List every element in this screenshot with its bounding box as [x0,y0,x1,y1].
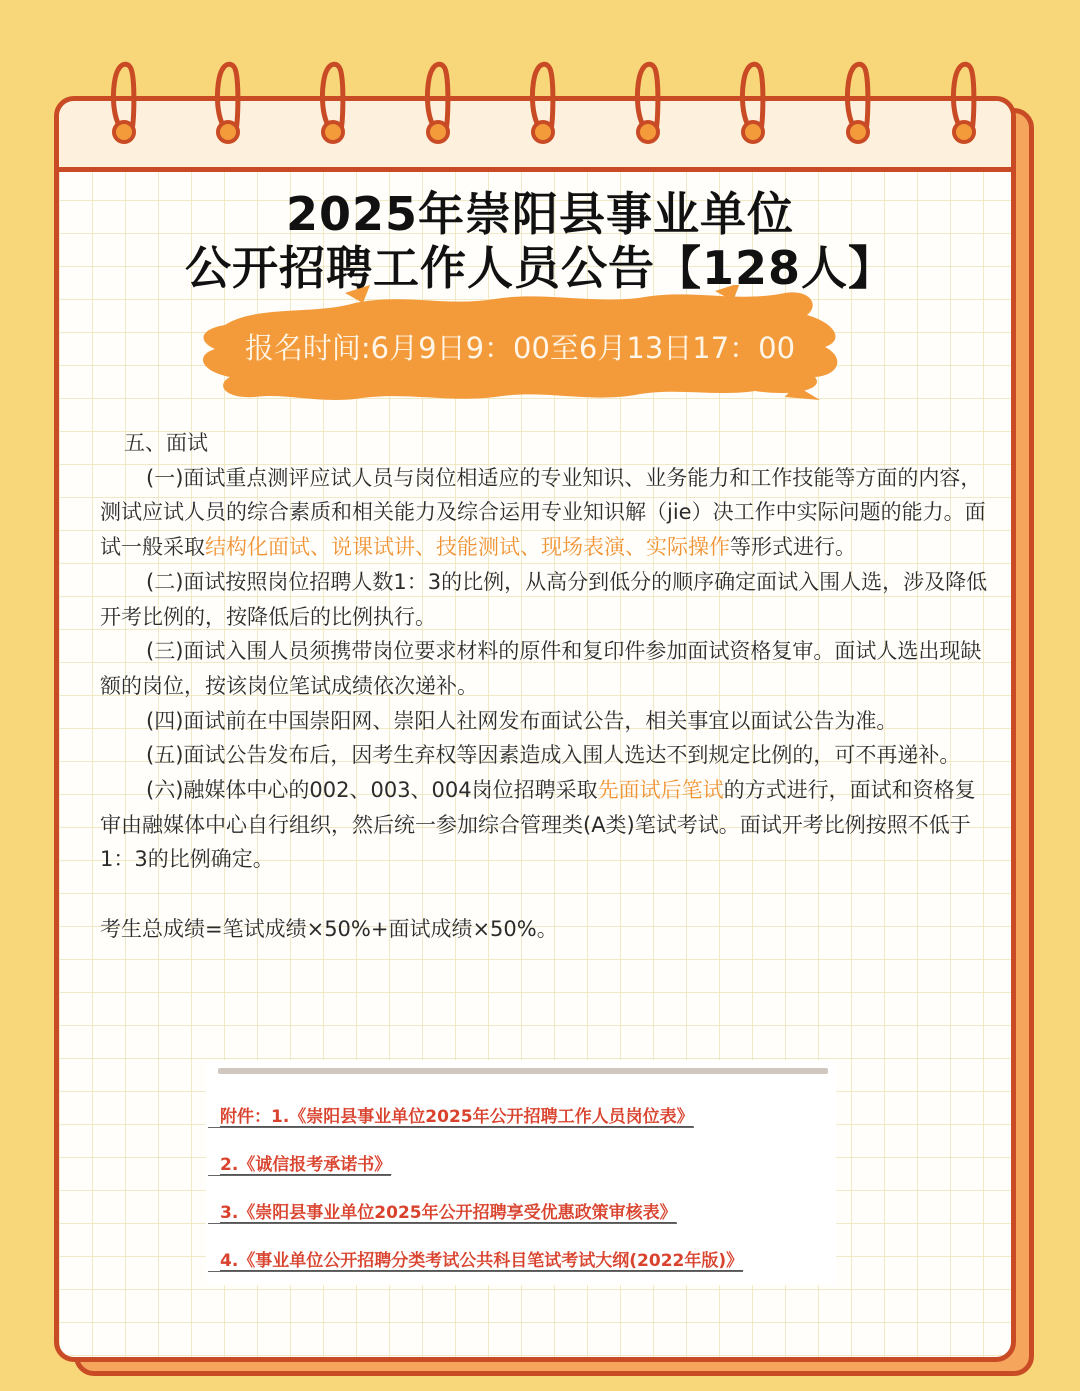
total-score-formula: 考生总成绩=笔试成绩×50%+面试成绩×50%。 [100,916,558,941]
attachment-link-1[interactable]: 附件：1.《崇阳县事业单位2025年公开招聘工作人员岗位表》 [208,1102,694,1128]
page-title-line1: 2025年崇阳县事业单位 [285,187,795,241]
spiral-ring-icon [418,60,458,160]
attachment-link-4[interactable]: 4.《事业单位公开招聘分类考试公共科目笔试考试大纲(2022年版)》 [208,1246,743,1272]
paragraph-4: (四)面试前在中国崇阳网、崇阳人社网发布面试公告，相关事宜以面试公告为准。 [146,708,898,733]
cropped-text-line [218,1062,828,1074]
spiral-ring-icon [733,60,773,160]
paragraph-6-highlight: 先面试后笔试 [597,778,724,803]
paragraph-1-text: (一)面试重点测评应试人员与岗位相适应的专业知识、业务能力和工作技能等方面的内容，测试应试人员的综合素质和相关能力及综合运用专业知识解（jie）决工作中实际问题的能力。面试一般采取 [100,465,986,560]
paragraph-1-tail: 等形式进行。 [730,535,856,560]
attachment-link-3[interactable]: 3.《崇阳县事业单位2025年公开招聘享受优惠政策审核表》 [208,1198,677,1224]
paragraph-6-tail: 的方式进行，面试和资格复审由融媒体中心自行组织，然后统一参加综合管理类(A类)笔试考试。面试开考比例按照不低于1：3的比例确定。 [100,778,976,872]
spacer [100,877,990,912]
page-title-line2: 公开招聘工作人员公告【128人】 [184,241,896,295]
spiral-ring-icon [628,60,668,160]
section-heading: 五、面试 [124,431,208,455]
spiral-ring-icon [523,60,563,160]
spiral-ring-icon [944,60,984,160]
paragraph-5: (五)面试公告发布后，因考生弃权等因素造成入围人选达不到规定比例的，可不再递补。 [146,743,961,768]
spiral-ring-icon [313,60,353,160]
paragraph-6 [100,773,990,877]
paragraph-1 [100,461,990,565]
spiral-ring-icon [208,60,248,160]
registration-time-banner: 报名时间:6月9日9：00至6月13日17：00 [244,331,796,365]
paragraph-1-highlight: 结构化面试、说课试讲、技能测试、现场表演、实际操作 [205,535,730,560]
paragraph-6-text: (六)融媒体中心的002、003、004岗位招聘采取 [146,778,598,803]
paragraph-2: (二)面试按照岗位招聘人数1：3的比例，从高分到低分的顺序确定面试入围人选，涉及降低开考比例的，按降低后的比例执行。 [100,569,988,629]
paragraph-3: (三)面试入围人员须携带岗位要求材料的原件和复印件参加面试资格复审。面试人选出现缺额的岗位，按该岗位笔试成绩依次递补。 [100,639,982,698]
spiral-ring-icon [104,60,144,160]
attachment-link-2[interactable]: 2.《诚信报考承诺书》 [208,1150,391,1176]
notice-body [100,426,990,947]
spiral-ring-icon [838,60,878,160]
